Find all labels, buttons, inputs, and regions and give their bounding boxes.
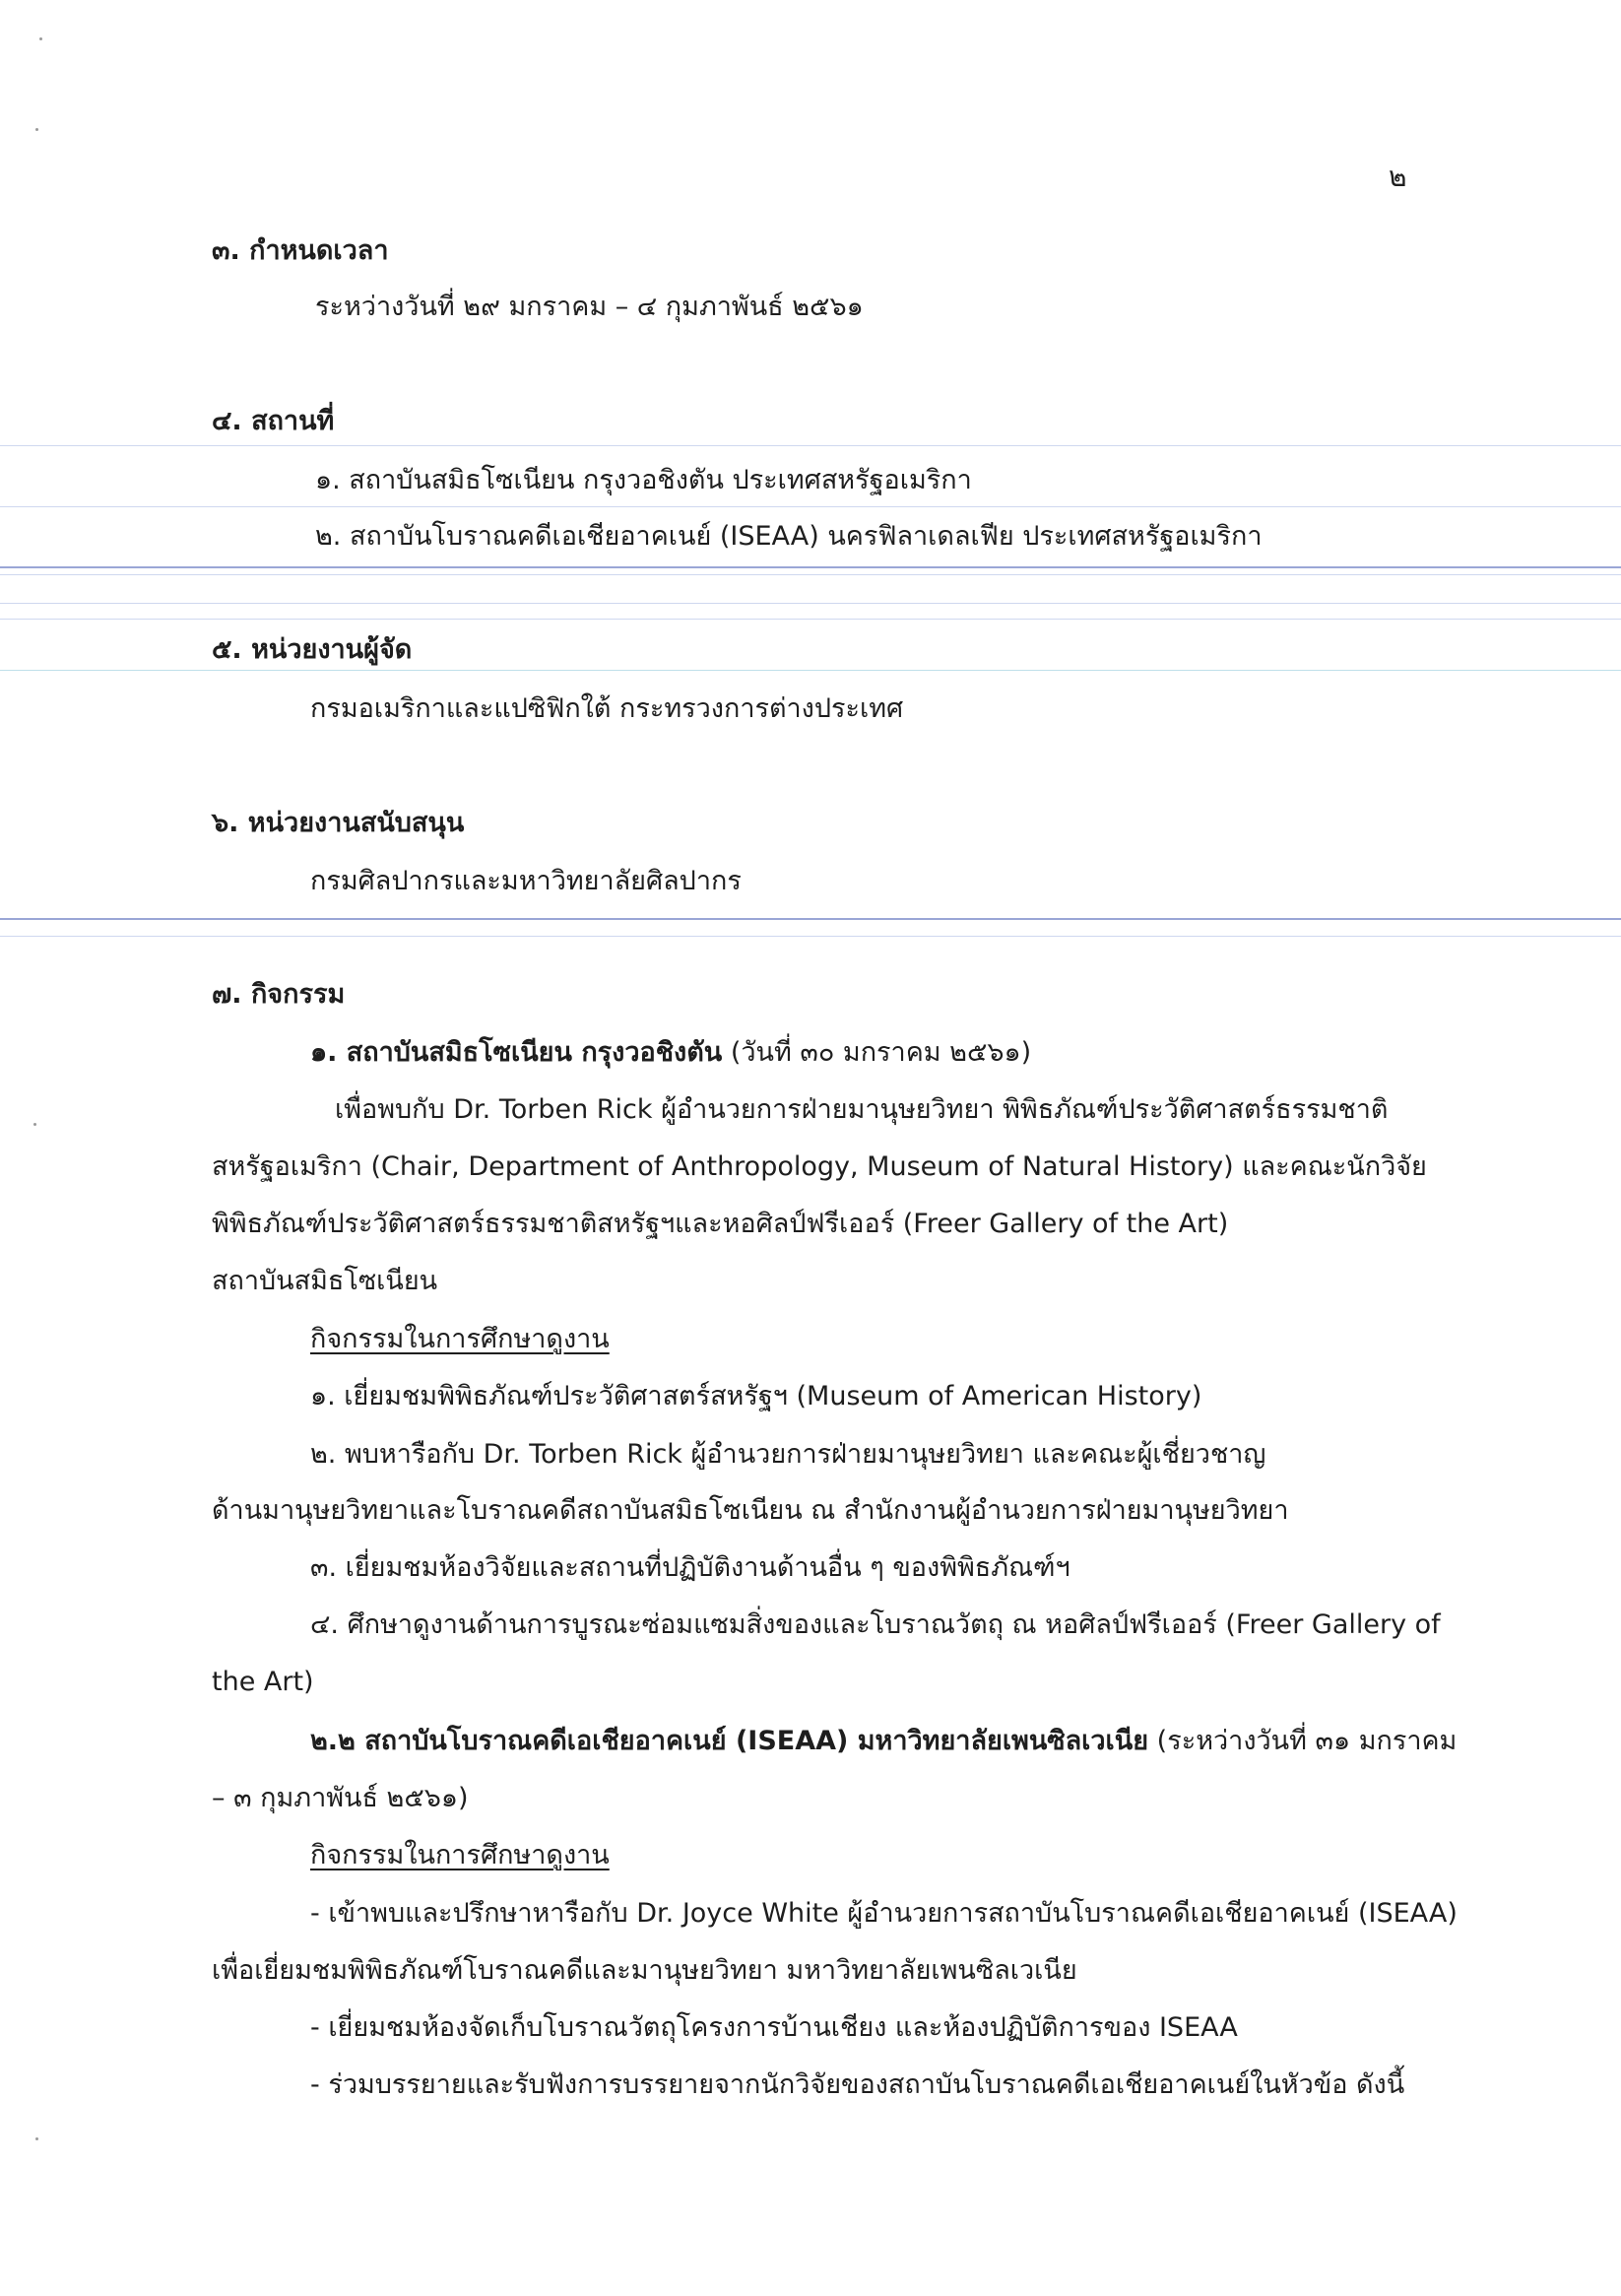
sub-1-paragraph-line: สถาบันสมิธโซเนียน (212, 1266, 438, 1296)
section-7-heading: ๗. กิจกรรม (212, 979, 346, 1010)
sub-1-paragraph-line: สหรัฐอเมริกา (Chair, Department of Anthropology, Museum of Natural History) และคณะนักวิจัย (212, 1151, 1427, 1182)
section-4-heading: ๔. สถานที่ (212, 406, 335, 436)
scan-line (0, 936, 1621, 937)
section-4-item: ๒. สถาบันโบราณคดีเอเชียอาคเนย์ (ISEAA) นครฟิลาเดลเฟีย ประเทศสหรัฐอเมริกา (315, 521, 1263, 552)
sub-1-activity: ๒. พบหารือกับ Dr. Torben Rick ผู้อำนวยการฝ่ายมานุษยวิทยา และคณะผู้เชี่ยวชาญ (310, 1439, 1266, 1470)
section-6-text: กรมศิลปากรและมหาวิทยาลัยศิลปากร (310, 866, 742, 896)
section-5-text: กรมอเมริกาและแปซิฟิกใต้ กระทรวงการต่างประเทศ (310, 693, 904, 724)
scan-speck (35, 128, 38, 131)
sub-1-paragraph-line: เพื่อพบกับ Dr. Torben Rick ผู้อำนวยการฝ่ายมานุษยวิทยา พิพิธภัณฑ์ประวัติศาสตร์ธรรมชาติ (335, 1094, 1389, 1125)
sub-1-activity: ๓. เยี่ยมชมห้องวิจัยและสถานที่ปฏิบัติงานด้านอื่น ๆ ของพิพิธภัณฑ์ฯ (310, 1552, 1070, 1583)
sub-2-activity: - เยี่ยมชมห้องจัดเก็บโบราณวัตถุโครงการบ้านเชียง และห้องปฏิบัติการของ ISEAA (310, 2012, 1238, 2043)
sub-1-activity: ด้านมานุษยวิทยาและโบราณคดีสถาบันสมิธโซเนียน ณ สำนักงานผู้อำนวยการฝ่ายมานุษยวิทยา (212, 1495, 1289, 1526)
sub-2-activities-label: กิจกรรมในการศึกษาดูงาน (310, 1840, 610, 1870)
scan-line (0, 619, 1621, 620)
sub-2-date: (ระหว่างวันที่ ๓๑ มกราคม (1156, 1726, 1458, 1756)
scan-line (0, 670, 1621, 671)
scan-speck (35, 2137, 38, 2140)
sub-1-activity: ๑. เยี่ยมชมพิพิธภัณฑ์ประวัติศาสตร์สหรัฐฯ (Museum of American History) (310, 1381, 1202, 1411)
sub-2-activity: เพื่อเยี่ยมชมพิพิธภัณฑ์โบราณคดีและมานุษยวิทยา มหาวิทยาลัยเพนซิลเวเนีย (212, 1955, 1077, 1986)
scan-line (0, 506, 1621, 507)
scan-speck (39, 37, 42, 40)
section-5-heading: ๕. หน่วยงานผู้จัด (212, 634, 413, 665)
section-3-text: ระหว่างวันที่ ๒๙ มกราคม – ๔ กุมภาพันธ์ ๒๕๖๑ (315, 292, 864, 322)
scan-line (0, 603, 1621, 604)
sub-1-paragraph-line: พิพิธภัณฑ์ประวัติศาสตร์ธรรมชาติสหรัฐฯและหอศิลป์ฟรีเออร์ (Freer Gallery of the Art) (212, 1209, 1229, 1239)
sub-2-title: ๒.๒ สถาบันโบราณคดีเอเชียอาคเนย์ (ISEAA) มหาวิทยาลัยเพนซิลเวเนีย (310, 1726, 1149, 1756)
section-4-item: ๑. สถาบันสมิธโซเนียน กรุงวอชิงตัน ประเทศสหรัฐอเมริกา (315, 465, 972, 495)
scan-line (0, 445, 1621, 446)
sub-1-activity: the Art) (212, 1667, 314, 1697)
scan-line (0, 574, 1621, 575)
page-number: ๒ (1389, 161, 1407, 193)
sub-1-title: ๑. สถาบันสมิธโซเนียน กรุงวอชิงตัน (310, 1037, 723, 1068)
section-3-heading: ๓. กำหนดเวลา (212, 235, 389, 266)
scan-line (0, 566, 1621, 568)
sub-1-activities-label: กิจกรรมในการศึกษาดูงาน (310, 1324, 610, 1354)
scan-line (0, 918, 1621, 920)
sub-2-heading-line (310, 1722, 1457, 1761)
scan-speck (33, 1123, 36, 1126)
sub-2-activity: - ร่วมบรรยายและรับฟังการบรรยายจากนักวิจัยของสถาบันโบราณคดีเอเชียอาคเนย์ในหัวข้อ ดังนี้ (310, 2069, 1405, 2100)
section-6-heading: ๖. หน่วยงานสนับสนุน (212, 808, 465, 838)
sub-1-activity: ๔. ศึกษาดูงานด้านการบูรณะซ่อมแซมสิ่งของและโบราณวัตถุ ณ หอศิลป์ฟรีเออร์ (Freer Gallery of (310, 1609, 1441, 1640)
sub-2-activity: - เข้าพบและปรึกษาหารือกับ Dr. Joyce White ผู้อำนวยการสถาบันโบราณคดีเอเชียอาคเนย์ (ISEAA) (310, 1898, 1458, 1929)
sub-2-date-continued: – ๓ กุมภาพันธ์ ๒๕๖๑) (212, 1783, 469, 1813)
sub-1-date: (วันที่ ๓๐ มกราคม ๒๕๖๑) (730, 1037, 1032, 1068)
sub-1-heading-line (310, 1033, 1031, 1073)
